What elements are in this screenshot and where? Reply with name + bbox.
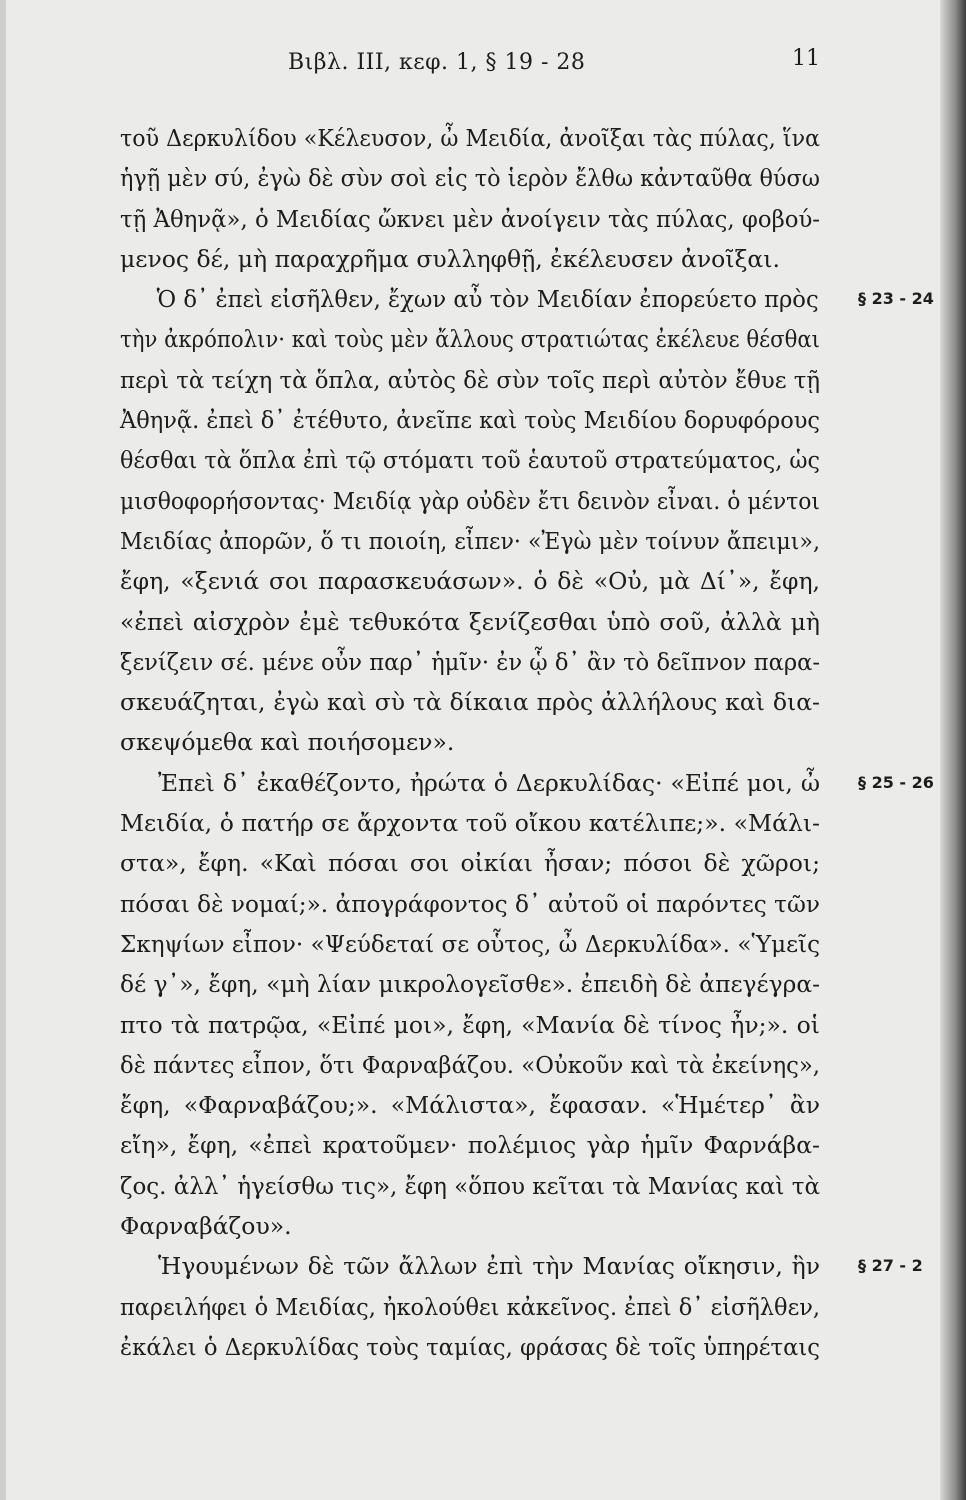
text-line — [120, 924, 860, 964]
margin-section-ref: § 23 - 24 — [858, 289, 934, 309]
margin-section-ref: § 25 - 26 — [858, 772, 934, 792]
text-line-content: ἔφη, «ξενιά σοι παρασκευάσων». ὁ δὲ «Οὐ, μὰ Δί᾽», ἔφη, — [120, 567, 820, 596]
text-line-content: ἡγῇ μὲν σύ, ἐγὼ δὲ σὺν σοὶ εἰς τὸ ἱερὸν ἔλθω κἀνταῦθα θύσω — [120, 164, 820, 193]
page-left-edge — [0, 0, 6, 1500]
text-line-content: πόσαι δὲ νομαί;». ἀπογράφοντος δ᾽ αὐτοῦ οἱ παρόντες τῶν — [120, 889, 820, 918]
text-line-content: θέσθαι τὰ ὅπλα ἐπὶ τῷ στόματι τοῦ ἑαυτοῦ στρατεύματος, ὡς — [120, 446, 820, 475]
text-line — [120, 1005, 860, 1045]
text-line — [120, 722, 860, 762]
text-line-content: Μειδία, ὁ πατήρ σε ἄρχοντα τοῦ οἴκου κατέλιπε;». «Μάλι- — [120, 809, 820, 838]
running-head: Βιβλ. ΙΙΙ, κεφ. 1, § 19 - 28 — [288, 50, 586, 75]
text-line-content: παρειλήφει ὁ Μειδίας, ἠκολούθει κἀκεῖνος. ἐπεὶ δ᾽ εἰσῆλθεν, — [120, 1292, 820, 1321]
text-line — [120, 682, 860, 722]
text-line-content: ζος. ἀλλ᾽ ἡγείσθω τις», ἔφη «ὅπου κεῖται τὰ Μανίας καὶ τὰ — [120, 1171, 820, 1200]
text-line-content: Ἐπεὶ δ᾽ ἐκαθέζοντο, ἠρώτα ὁ Δερκυλίδας· «Εἰπέ μοι, ὦ — [158, 768, 820, 797]
page-number: 11 — [792, 46, 820, 71]
text-line-content: δέ γ᾽», ἔφη, «μὴ λίαν μικρολογεῖσθε». ἐπειδὴ δὲ ἀπεγέγρα- — [120, 970, 820, 999]
text-line-content: τὴν ἀκρόπολιν· καὶ τοὺς μὲν ἄλλους στρατιώτας ἐκέλευε θέσθαι — [120, 325, 820, 354]
text-line — [120, 1045, 860, 1085]
text-line-content: Φαρναβάζου». — [120, 1212, 292, 1241]
text-line-content: ἔφη, «Φαρναβάζου;». «Μάλιστα», ἔφασαν. «Ἡμέτερ᾽ ἂν — [120, 1091, 820, 1120]
text-line-content: περὶ τὰ τείχη τὰ ὅπλα, αὐτὸς δὲ σὺν τοῖς περὶ αὐτὸν ἔθυε τῇ — [120, 365, 820, 394]
text-line — [120, 400, 860, 440]
text-line — [120, 642, 860, 682]
text-line — [120, 964, 860, 1004]
text-line-content: τοῦ Δερκυλίδου «Κέλευσον, ὦ Μειδία, ἀνοῖξαι τὰς πύλας, ἵνα — [120, 124, 820, 152]
text-line — [120, 602, 860, 642]
text-line-content: Ἡγουμένων δὲ τῶν ἄλλων ἐπὶ τὴν Μανίας οἴκησιν, ἣν — [158, 1252, 820, 1281]
text-line — [120, 561, 860, 601]
text-line — [120, 279, 934, 319]
text-line — [120, 319, 860, 359]
text-line — [120, 199, 860, 239]
text-line-content: «ἐπεὶ αἰσχρὸν ἐμὲ τεθυκότα ξενίζεσθαι ὑπὸ σοῦ, ἀλλὰ μὴ — [120, 607, 820, 636]
text-line — [120, 1166, 860, 1206]
text-line-content: Ἀθηνᾷ. ἐπεὶ δ᾽ ἐτέθυτο, ἀνεῖπε καὶ τοὺς Μειδίου δορυφόρους — [120, 406, 820, 435]
text-line — [120, 884, 860, 924]
text-line — [120, 239, 860, 279]
page-header — [0, 46, 966, 86]
text-line — [120, 521, 860, 561]
text-line — [120, 440, 860, 480]
margin-section-ref: § 27 - 2 — [858, 1256, 923, 1276]
text-line-content: μενος δέ, μὴ παραχρῆμα συλληφθῇ, ἐκέλευσεν ἀνοῖξαι. — [120, 244, 780, 273]
text-line-content: σκευάζηται, ἐγὼ καὶ σὺ τὰ δίκαια πρὸς ἀλλήλους καὶ δια- — [120, 688, 820, 717]
text-line — [120, 1206, 860, 1246]
text-line — [120, 158, 860, 198]
text-line — [120, 118, 860, 158]
text-line — [120, 1287, 860, 1327]
body-text — [120, 118, 934, 1367]
text-line — [120, 1327, 860, 1367]
text-line — [120, 1125, 860, 1165]
text-line-content: δὲ πάντες εἶπον, ὅτι Φαρναβάζου. «Οὐκοῦν καὶ τὰ ἐκείνης», — [120, 1050, 820, 1079]
text-line-content: πτο τὰ πατρῷα, «Εἰπέ μοι», ἔφη, «Μανία δὲ τίνος ἦν;». οἱ — [120, 1010, 820, 1039]
text-line — [120, 803, 860, 843]
text-line-content: ἐκάλει ὁ Δερκυλίδας τοὺς ταμίας, φράσας δὲ τοῖς ὑπηρέταις — [120, 1332, 820, 1361]
text-line-content: στα», ἔφη. «Καὶ πόσαι σοι οἰκίαι ἦσαν; πόσοι δὲ χῶροι; — [120, 849, 820, 878]
text-line-content: Σκηψίων εἶπον· «Ψεύδεταί σε οὗτος, ὦ Δερκυλίδα». «Ὑμεῖς — [120, 929, 820, 958]
text-line-content: Μειδίας ἀπορῶν, ὅ τι ποιοίη, εἶπεν· «Ἐγὼ μὲν τοίνυν ἄπειμι», — [120, 526, 820, 555]
text-line-content: ξενίζειν σέ. μένε οὖν παρ᾽ ἡμῖν· ἐν ᾧ δ᾽ ἂν τὸ δεῖπνον παρα- — [120, 647, 820, 676]
text-line-content: μισθοφορήσοντας· Μειδίᾳ γὰρ οὐδὲν ἔτι δεινὸν εἶναι. ὁ μέντοι — [120, 486, 820, 515]
text-line — [120, 1246, 923, 1286]
text-line — [120, 843, 860, 883]
text-line-content: εἴη», ἔφη, «ἐπεὶ κρατοῦμεν· πολέμιος γὰρ ἡμῖν Φαρνάβα- — [120, 1131, 820, 1160]
page-right-edge-shadow — [940, 0, 966, 1500]
text-line-content: τῇ Ἀθηνᾷ», ὁ Μειδίας ὤκνει μὲν ἀνοίγειν τὰς πύλας, φοβού- — [120, 204, 820, 233]
text-line — [120, 763, 934, 803]
text-line — [120, 360, 860, 400]
text-line-content: σκεψόμεθα καὶ ποιήσομεν». — [120, 728, 455, 757]
text-line — [120, 1085, 860, 1125]
text-line — [120, 481, 860, 521]
text-line-content: Ὁ δ᾽ ἐπεὶ εἰσῆλθεν, ἔχων αὖ τὸν Μειδίαν ἐπορεύετο πρὸς — [156, 285, 819, 314]
